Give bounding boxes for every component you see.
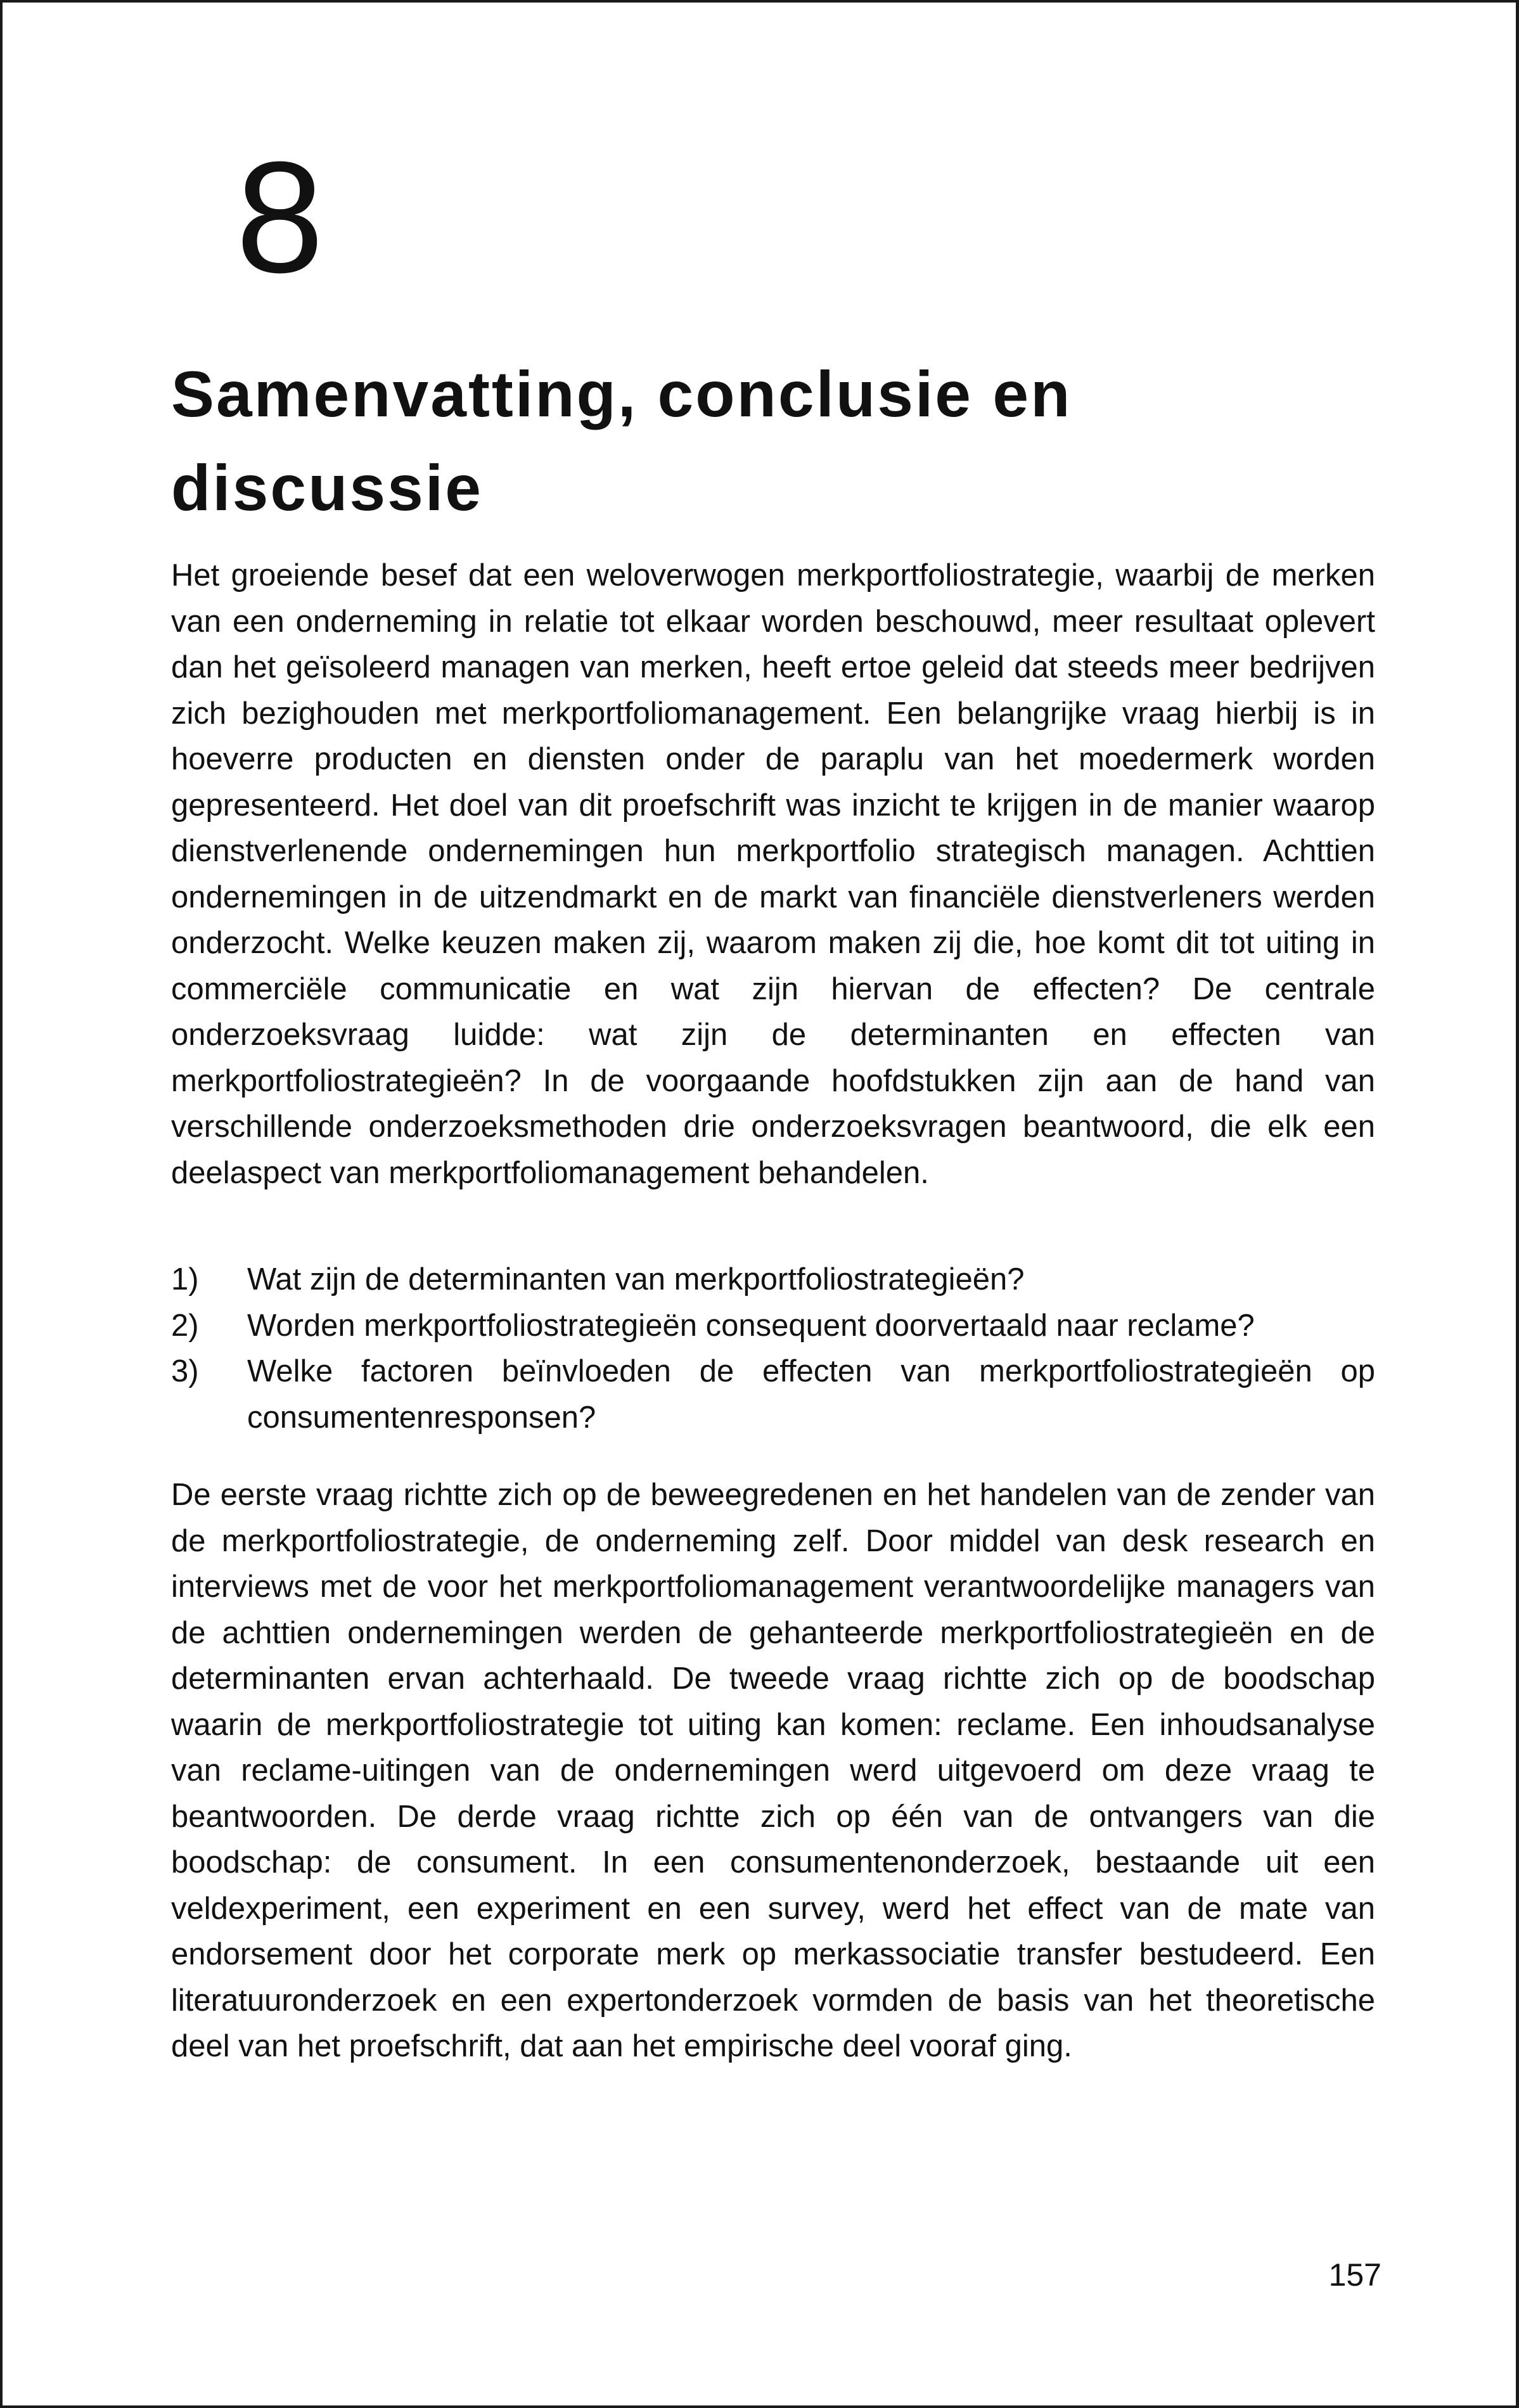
question-number: 1) xyxy=(171,1262,199,1297)
question-text: Welke factoren beïnvloeden de effecten van merkportfoliostrategieën op consumentenresponsen? xyxy=(247,1354,1375,1435)
page-number: 157 xyxy=(1328,2257,1381,2293)
question-text: Wat zijn de determinanten van merkportfoliostrategieën? xyxy=(247,1262,1025,1297)
research-question xyxy=(171,1303,1375,1349)
research-question xyxy=(171,1348,1375,1440)
question-text: Worden merkportfoliostrategieën consequent doorvertaald naar reclame? xyxy=(247,1308,1255,1343)
research-questions-list xyxy=(171,1257,1375,1440)
intro-paragraph: Het groeiende besef dat een weloverwogen merkportfoliostrategie, waarbij de merken van een onderneming in relatie tot elkaar worden beschouwd, meer resultaat oplevert dan het geïsoleerd managen van merken, heeft ertoe geleid dat steeds meer bedrijven zich bezighouden met merkportfoliomanagement. Een belangrijke vraag hierbij is in hoeverre producten en diensten onder de paraplu van het moedermerk worden gepresenteerd. Het doel van dit proefschrift was inzicht te krijgen in de manier waarop dienstverlenende ondernemingen hun merkportfolio strategisch managen. Achttien ondernemingen in de uitzendmarkt en de markt van financiële dienstverleners werden onderzocht. Welke keuzen maken zij, waarom maken zij die, hoe komt dit tot uiting in commerciële communicatie en wat zijn hiervan de effecten? De centrale onderzoeksvraag luidde: wat zijn de determinanten en effecten van merkportfoliostrategieën? In de voorgaande hoofdstukken zijn aan de hand van verschillende onderzoeksmethoden drie onderzoeksvragen beantwoord, die elk een deelaspect van merkportfoliomanagement behandelen. xyxy=(171,558,1375,1190)
chapter-number: 8 xyxy=(236,129,323,305)
question-number: 3) xyxy=(171,1354,199,1388)
chapter-title: Samenvatting, conclusie en discussie xyxy=(171,358,1072,524)
question-number: 2) xyxy=(171,1308,199,1343)
methods-paragraph: De eerste vraag richtte zich op de beweegredenen en het handelen van de zender van de merkportfoliostrategie, de onderneming zelf. Door middel van desk research en interviews met de voor het merkportfoliomanagement verantwoordelijke managers van de achttien ondernemingen werden de gehanteerde merkportfoliostrategieën en de determinanten ervan achterhaald. De tweede vraag richtte zich op de boodschap waarin de merkportfoliostrategie tot uiting kan komen: reclame. Een inhoudsanalyse van reclame-uitingen van de ondernemingen werd uitgevoerd om deze vraag te beantwoorden. De derde vraag richtte zich op één van de ontvangers van die boodschap: de consument. In een consumentenonderzoek, bestaande uit een veldexperiment, een experiment en een survey, werd het effect van de mate van endorsement door het corporate merk op merkassociatie transfer bestudeerd. Een literatuuronderzoek en een expertonderzoek vormden de basis van het theoretische deel van het proefschrift, dat aan het empirische deel vooraf ging. xyxy=(171,1478,1375,2063)
research-question xyxy=(171,1257,1375,1303)
